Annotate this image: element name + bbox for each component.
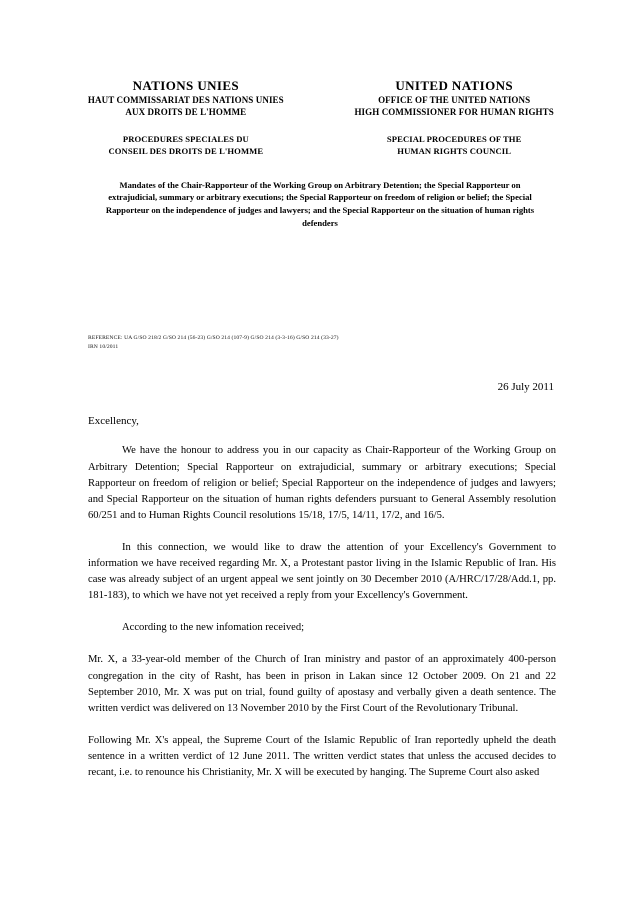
- letterhead: [62, 78, 578, 157]
- letterhead-french-line-2: AUX DROITS DE L'HOMME: [125, 107, 247, 118]
- letterhead-english-title: UNITED NATIONS: [395, 78, 513, 93]
- letterhead-french-line-1: HAUT COMMISSARIAT DES NATIONS UNIES: [87, 95, 284, 106]
- reference-line-1: REFERENCE: UA G/SO 218/2 G/SO 214 (56-23) G/SO 214 (107-9) G/SO 214 (3-3-16) G/SO 214 (33-27): [88, 335, 339, 342]
- letterhead-french: [62, 78, 310, 157]
- letterhead-english-line-1: OFFICE OF THE UNITED NATIONS: [378, 95, 531, 106]
- mandates-title: Mandates of the Chair-Rapporteur of the Working Group on Arbitrary Detention; the Special Rapporteur on extrajudicial, summary or arbitrary executions; the Special Rapporteur on freedom of religion or belief; the Special Rapporteur on the independence of judges and lawyers; and the Special Rapporteur on the situation of human rights defenders: [105, 179, 535, 229]
- paragraph-2: In this connection, we would like to draw the attention of your Excellency's Government to information we have received regarding Mr. X, a Protestant pastor living in the Islamic Republic of Iran. His case was already subject of an urgent appeal we sent jointly on 30 December 2010 (A/HRC/17/28/Add.1, pp. 181-183), to which we have not yet received a reply from your Excellency's Government.: [88, 541, 556, 602]
- paragraph-4: Mr. X, a 33-year-old member of the Church of Iran ministry and pastor of an approximately 400-person congregation in the city of Rasht, has been in prison in Lakan since 12 October 2009. On 21 and 22 September 2010, Mr. X was put on trial, found guilty of apostasy and verbally given a death sentence. The written verdict was delivered on 13 November 2010 by the First Court of the Revolutionary Tribunal.: [88, 654, 556, 714]
- paragraph-3: According to the new infomation received;: [122, 622, 305, 634]
- letterhead-english-sub-2: HUMAN RIGHTS COUNCIL: [397, 145, 512, 156]
- letterhead-english-sub-1: SPECIAL PROCEDURES OF THE: [386, 133, 522, 144]
- letterhead-english: [330, 78, 578, 157]
- paragraph-1: We have the honour to address you in our capacity as Chair-Rapporteur of the Working Group on Arbitrary Detention; Special Rapporteur on extrajudicial, summary or arbitrary executions; Special Rapporteur on freedom of religion or belief; Special Rapporteur on the independence of judges and lawyers; and Special Rapporteur on the situation of human rights defenders pursuant to General Assembly resolution 60/251 and to Human Rights Council resolutions 15/18, 17/5, 14/11, 17/2, and 16/5.: [88, 445, 556, 521]
- letterhead-french-sub-1: PROCEDURES SPECIALES DU: [122, 133, 249, 144]
- letterhead-french-sub-2: CONSEIL DES DROITS DE L'HOMME: [108, 145, 264, 156]
- salutation: Excellency,: [88, 415, 139, 428]
- header-body-spacer: [62, 230, 578, 334]
- letterhead-french-title: NATIONS UNIES: [132, 78, 240, 93]
- letterhead-french-gap: [62, 119, 310, 133]
- letter-date: 26 July 2011: [497, 381, 554, 394]
- letterhead-english-line-2: HIGH COMMISSIONER FOR HUMAN RIGHTS: [354, 107, 554, 118]
- paragraph-5: Following Mr. X's appeal, the Supreme Court of the Islamic Republic of Iran reportedly upheld the death sentence in a written verdict of 12 June 2011. The written verdict states that unless the accused decides to recant, i.e. to renounce his Christianity, Mr. X will be executed by hanging. The Supreme Court also asked: [88, 734, 556, 778]
- reference-line-2: IRN 10/2011: [88, 343, 119, 350]
- letterhead-english-gap: [330, 119, 578, 133]
- reference-block: [88, 334, 578, 351]
